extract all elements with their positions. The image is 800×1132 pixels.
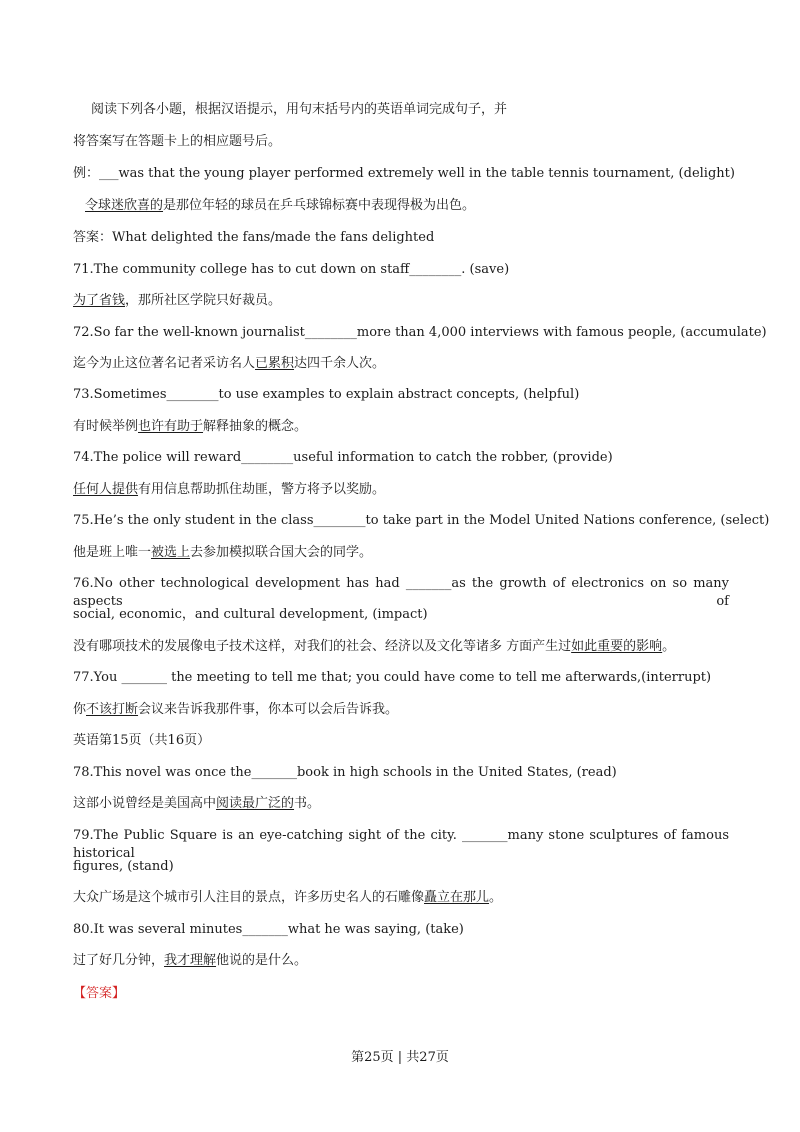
- translation-79: 大众广场是这个城市引人注目的景点，许多历史名人的石雕像矗立在那儿。: [73, 890, 503, 905]
- translation-74: 任何人提供有用信息帮助抓住劫匪，警方将予以奖励。: [73, 482, 386, 497]
- question-74: 74.The police will reward________useful information to catch the robber, (provide): [73, 450, 613, 465]
- hint-underline: 如此重要的影响: [571, 639, 663, 654]
- translation-77: 你不该打断会议来告诉我那件事，你本可以会后告诉我。: [73, 702, 399, 717]
- page-marker: 英语第15页（共16页）: [73, 733, 211, 748]
- hint-underline: 不该打断: [86, 702, 139, 717]
- answer-heading: 【答案】: [73, 986, 126, 1001]
- translation-76: 没有哪项技术的发展像电子技术这样，对我们的社会、经济以及文化等诸多 方面产生过如此重要的影响。: [73, 639, 676, 654]
- translation-75: 他是班上唯一被选上去参加模拟联合国大会的同学。: [73, 545, 373, 560]
- question-78: 78.This novel was once the_______book in high schools in the United States, (read): [73, 765, 617, 780]
- hint-underline: 为了省钱: [73, 293, 126, 308]
- hint-underline: 被选上: [151, 545, 191, 560]
- question-71: 71.The community college has to cut down on staff________. (save): [73, 262, 510, 277]
- question-73: 73.Sometimes________to use examples to explain abstract concepts, (helpful): [73, 387, 580, 402]
- translation-78: 这部小说曾经是美国高中阅读最广泛的书。: [73, 796, 321, 811]
- question-72: 72.So far the well-known journalist________more than 4,000 interviews with famous people, (accumulate): [73, 325, 767, 340]
- hint-underline: 已累积: [255, 356, 295, 371]
- hint-underline: 阅读最广泛的: [216, 796, 295, 811]
- hint-underline: 也许有助于: [138, 419, 204, 434]
- page-footer: 第25页 | 共27页: [351, 1050, 449, 1065]
- hint-underline: 矗立在那儿: [424, 890, 490, 905]
- translation-80: 过了好几分钟，我才理解他说的是什么。: [73, 953, 308, 968]
- question-76-continued: social, economic，and cultural development, (impact): [73, 607, 428, 622]
- example-answer: 答案：What delighted the fans/made the fans delighted: [73, 230, 435, 245]
- example-prompt: 例：___was that the young player performed extremely well in the table tennis tournament, (delight): [73, 166, 735, 181]
- question-77: 77.You _______ the meeting to tell me that; you could have come to tell me afterwards,(interrupt): [73, 670, 712, 685]
- instructions-line-1: 阅读下列各小题，根据汉语提示，用句末括号内的英语单词完成句子，并: [91, 102, 508, 117]
- translation-71: 为了省钱，那所社区学院只好裁员。: [73, 293, 282, 308]
- question-80: 80.It was several minutes_______what he was saying, (take): [73, 922, 464, 937]
- question-79: 79.The Public Square is an eye-catching sight of the city. _______many stone sculptures of famous historical: [73, 828, 729, 861]
- question-76: 76.No other technological development has had _______as the growth of electronics on so many aspects of: [73, 576, 729, 609]
- question-79-continued: figures, (stand): [73, 859, 174, 874]
- translation-72: 迄今为止这位著名记者采访名人已累积达四千余人次。: [73, 356, 386, 371]
- question-75: 75.He’s the only student in the class________to take part in the Model United Nations conference, (select): [73, 513, 770, 528]
- hint-underline: 任何人提供: [73, 482, 139, 497]
- translation-73: 有时候举例也许有助于解释抽象的概念。: [73, 419, 308, 434]
- example-underlined-phrase: 令球迷欣喜的: [85, 198, 164, 213]
- example-translation: 令球迷欣喜的是那位年轻的球员在乒乓球锦标赛中表现得极为出色。: [85, 198, 476, 213]
- hint-underline: 我才理解: [164, 953, 217, 968]
- instructions-line-2: 将答案写在答题卡上的相应题号后。: [73, 134, 282, 149]
